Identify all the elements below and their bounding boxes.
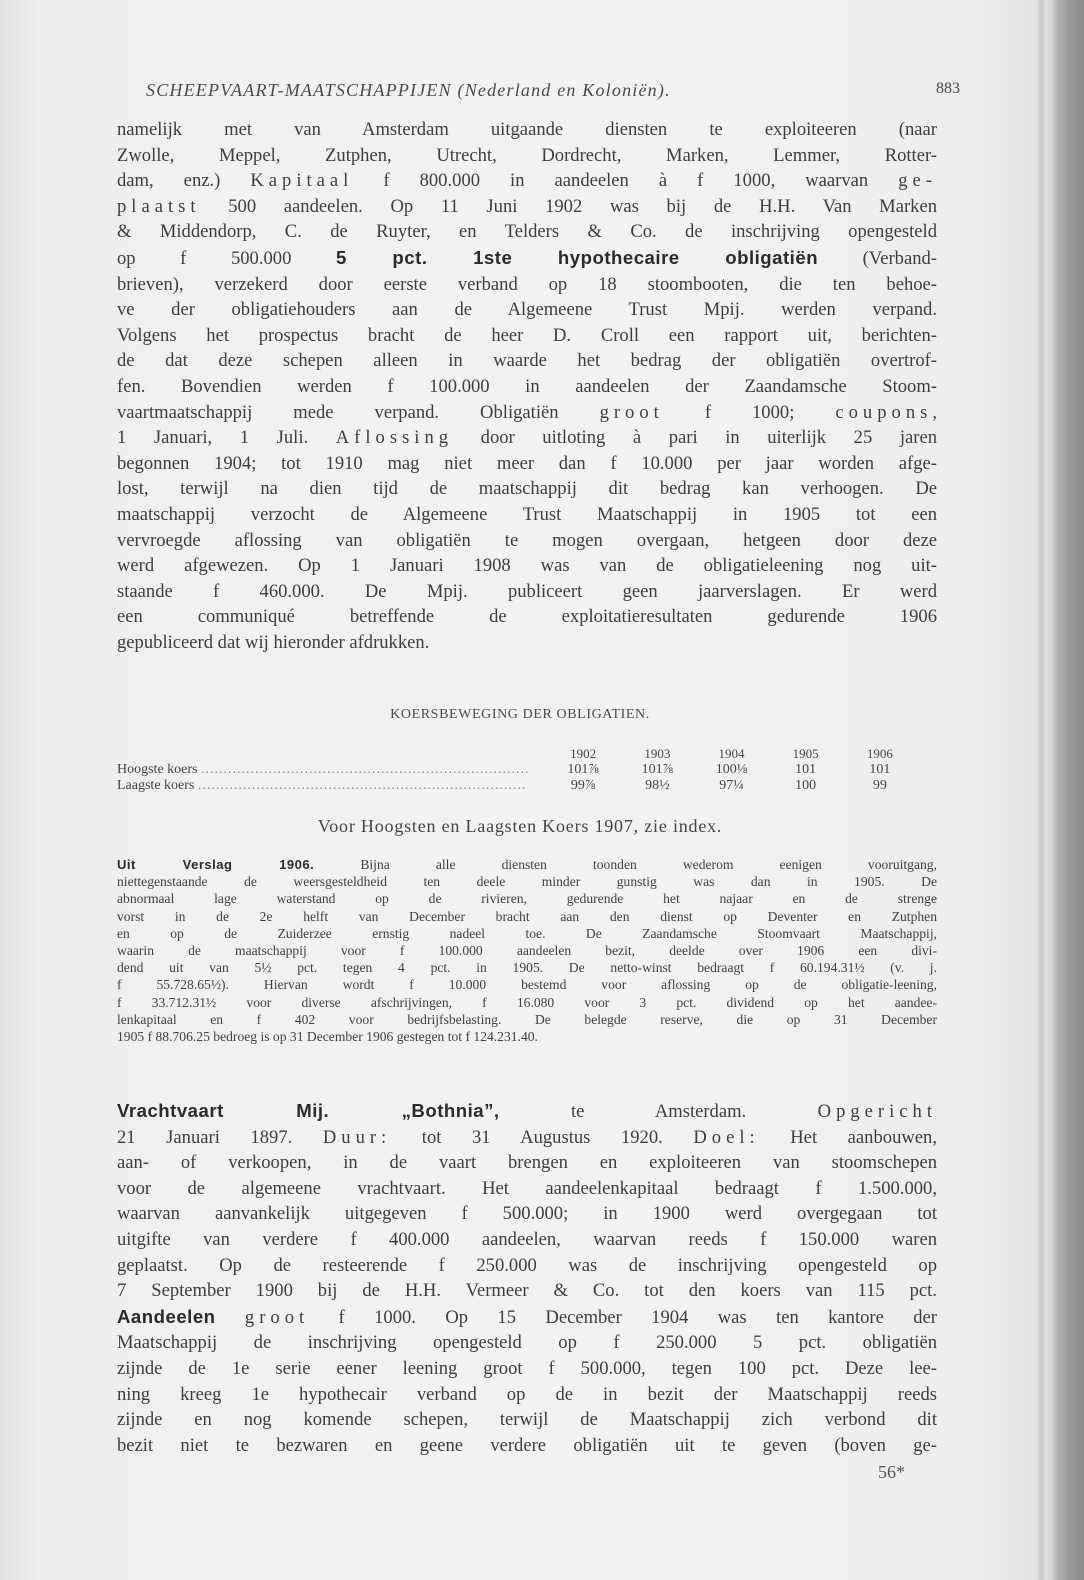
table-cell: 99⅞ <box>570 778 596 793</box>
spaced-keyword: plaatst <box>117 195 201 217</box>
text-line <box>117 425 937 451</box>
paragraph-bothnia <box>117 1098 937 1458</box>
text-line <box>117 323 937 349</box>
spaced-keyword: Duur: <box>322 1126 392 1148</box>
text-run: ve der obligatiehouders aan de Algemeene Trust Mpij. werden verpand. <box>117 299 937 321</box>
text-line <box>117 1150 937 1176</box>
table-cell: 101 <box>795 762 817 777</box>
text-line <box>117 1433 937 1459</box>
text-line <box>117 451 937 477</box>
text-run: begonnen 1904; tot 1910 mag niet meer dan f 10.000 per jaar worden afge- <box>117 452 937 474</box>
spaced-keyword: Aflossing <box>335 427 454 449</box>
text-run: staande f 460.000. De Mpij. publiceert geen jaarverslagen. Er werd <box>117 580 937 602</box>
text-run: 1 Januari, 1 Juli. <box>117 427 336 449</box>
page-number: 883 <box>936 80 960 97</box>
bold-heading: 5 pct. 1ste hypothecaire obligatiën <box>335 246 819 268</box>
text-run: een communiqué betreffende de exploitatieresultaten gedurende 1906 <box>117 606 937 628</box>
text-run: & Middendorp, C. de Ruyter, en Telders & Co. de inschrijving opengesteld <box>117 221 937 243</box>
text-run: (Verband- <box>818 247 937 269</box>
table-header-row <box>117 746 917 762</box>
text-run: zijnde de 1e serie eener leening groot f 500.000, tegen 100 pct. Deze lee- <box>117 1357 937 1379</box>
text-line <box>117 297 937 323</box>
signature-mark: 56* <box>878 1462 905 1482</box>
text-line <box>117 374 937 400</box>
text-line <box>117 925 937 942</box>
text-run: dam, enz.) <box>117 170 251 192</box>
spaced-keyword: Opgericht <box>817 1101 937 1122</box>
text-line <box>117 908 937 925</box>
text-run: gepubliceerd dat wij hieronder afdrukken. <box>117 631 430 653</box>
text-line <box>117 348 937 374</box>
text-run: maatschappij verzocht de Algemeene Trust Maatschappij in 1905 tot een <box>117 503 937 525</box>
text-run: dend uit van 5½ pct. tegen 4 pct. in 1905. De netto-winst bedraagt f 60.194.31½ (v. j. <box>117 960 937 976</box>
text-line <box>117 994 937 1011</box>
text-line <box>117 143 937 169</box>
text-line <box>117 1330 937 1356</box>
text-run: 1905 f 88.706.25 bedroeg is op 31 December 1906 gestegen tot f 124.231.40. <box>117 1029 538 1045</box>
book-binding-edge <box>1038 0 1084 1580</box>
text-line <box>117 1125 937 1151</box>
table-row-hoogste <box>117 762 917 778</box>
text-run: waarvan aanvankelijk uitgegeven f 500.000; in 1900 werd overgegaan tot <box>117 1203 937 1225</box>
text-run: ning kreeg 1e hypothecair verband op de in bezit der Maatschappij reeds <box>117 1383 937 1405</box>
table-cell: 97¼ <box>719 778 744 793</box>
text-line <box>117 959 937 976</box>
text-run: de dat deze schepen alleen in waarde het bedrag der obligatiën overtrof- <box>117 350 937 372</box>
text-run: f 800.000 in aandeelen à f 1000, waarvan <box>353 170 899 192</box>
leader-dots: ......................................................................... <box>197 778 527 793</box>
text-line <box>117 890 937 907</box>
text-run: 500 aandeelen. Op 11 Juni 1902 was bij de H.H. Van Marken <box>200 195 937 217</box>
spaced-keyword: ge- <box>898 170 937 192</box>
text-line <box>117 1227 937 1253</box>
year-header: 1905 <box>792 746 819 761</box>
text-line <box>117 245 937 272</box>
text-line <box>117 1201 937 1227</box>
text-run: door uitloting à pari in uiterlijk 25 jaren <box>453 427 937 449</box>
text-run: geplaatst. Op de resteerende f 250.000 was de inschrijving opengesteld op <box>117 1254 937 1276</box>
table-cell: 100 <box>795 778 817 793</box>
text-line <box>117 579 937 605</box>
text-line <box>117 272 937 298</box>
text-run: waarin de maatschappij voor f 100.000 aandeelen bezit, deelde over 1906 een divi- <box>117 943 937 959</box>
text-run: aan- of verkoopen, in de vaart brengen en exploiteeren van stoomschepen <box>117 1152 937 1174</box>
text-line <box>117 1382 937 1408</box>
year-header: 1902 <box>570 746 597 761</box>
table-cell: 100⅛ <box>715 762 748 777</box>
text-line <box>117 194 937 220</box>
text-run: op f 500.000 <box>117 247 336 269</box>
text-run: Het aanbouwen, <box>759 1126 937 1148</box>
bold-heading: Aandeelen <box>117 1305 216 1327</box>
text-run <box>216 1307 245 1328</box>
text-line <box>117 1028 937 1045</box>
bold-heading: Uit Verslag 1906. <box>117 857 315 872</box>
text-run: fen. Bovendien werden f 100.000 in aandeelen der Zaandamsche Stoom- <box>117 375 937 397</box>
text-run: vervroegde aflossing van obligatiën te mogen overgaan, hetgeen door deze <box>117 529 937 551</box>
text-line <box>117 1176 937 1202</box>
text-run: Maatschappij de inschrijving opengesteld op f 250.000 5 pct. obligatiën <box>117 1332 937 1354</box>
text-line <box>117 630 937 656</box>
verslag-1906-paragraph <box>117 856 937 1045</box>
text-run: namelijk met van Amsterdam uitgaande diensten te exploiteeren (naar <box>117 119 937 140</box>
text-line <box>117 400 937 426</box>
text-run: vaartmaatschappij mede verpand. Obligatiën <box>117 401 600 423</box>
text-run: 7 September 1900 bij de H.H. Vermeer & Co. tot den koers van 115 pct. <box>117 1280 937 1302</box>
spaced-keyword: groot <box>244 1306 310 1328</box>
table-cell: 98½ <box>645 778 670 793</box>
text-run: Zwolle, Meppel, Zutphen, Utrecht, Dordrecht, Marken, Lemmer, Rotter- <box>117 144 937 166</box>
row-label: Laagste koers <box>117 778 195 793</box>
text-run: tot 31 Augustus 1920. <box>391 1126 694 1148</box>
text-run: brieven), verzekerd door eerste verband op 18 stoombooten, die ten behoe- <box>117 273 937 295</box>
text-run: bezit niet te bezwaren en geene verdere obligatiën uit te geven (boven ge- <box>117 1434 937 1456</box>
leader-dots: ......................................................................... <box>201 762 530 777</box>
text-run: Bijna alle diensten toonden wederom eenigen vooruitgang, <box>314 857 937 872</box>
text-run: f 1000. Op 15 December 1904 was ten kantore der <box>309 1306 937 1328</box>
text-run: , <box>932 401 938 423</box>
spaced-keyword: coupons <box>835 401 933 423</box>
text-line <box>117 1011 937 1028</box>
spaced-keyword: Kapitaal <box>250 170 354 192</box>
text-line <box>117 976 937 993</box>
text-line <box>117 553 937 579</box>
text-line <box>117 502 937 528</box>
text-line <box>117 168 937 194</box>
text-line <box>117 1278 937 1304</box>
row-label: Hoogste koers <box>117 762 198 777</box>
text-line <box>117 1356 937 1382</box>
text-line <box>117 873 937 890</box>
text-line <box>117 476 937 502</box>
text-run: werd afgewezen. Op 1 Januari 1908 was van de obligatieleening nog uit- <box>117 555 937 577</box>
text-line <box>117 1304 937 1331</box>
text-line <box>117 604 937 630</box>
text-line <box>117 1098 937 1125</box>
text-run: vorst in de 2e helft van December bracht aan den dienst op Deventer en Zutphen <box>117 908 937 924</box>
spaced-keyword: groot <box>599 401 664 423</box>
year-header: 1906 <box>866 746 893 761</box>
text-run: en op de Zuiderzee ernstig nadeel toe. De Zaandamsche Stoomvaart Maatschappij, <box>117 925 937 941</box>
text-line <box>117 1253 937 1279</box>
text-run: voor de algemeene vrachtvaart. Het aandeelenkapitaal bedraagt f 1.500.000, <box>117 1177 937 1199</box>
text-run: 21 Januari 1897. <box>117 1126 323 1148</box>
text-line <box>117 117 937 143</box>
text-run: abnormaal lage waterstand op de rivieren, gedurende het najaar en de strenge <box>117 891 937 907</box>
text-run: zijnde en nog komende schepen, terwijl de Maatschappij zich verbond dit <box>117 1409 937 1431</box>
text-line <box>117 1407 937 1433</box>
text-line <box>117 528 937 554</box>
bold-heading: Vrachtvaart Mij. „Bothnia”, <box>117 1100 500 1121</box>
table-cell: 101⅞ <box>567 762 599 777</box>
table-cell: 101 <box>869 762 891 777</box>
table-cell: 101⅞ <box>641 762 674 777</box>
text-run: lenkapitaal en f 402 voor bedrijfsbelasting. De belegde reserve, die op 31 December <box>117 1011 937 1027</box>
spaced-keyword: Doel: <box>693 1126 760 1148</box>
text-line <box>117 219 937 245</box>
koers-table <box>117 746 917 794</box>
text-run: uitgifte van verdere f 400.000 aandeelen, waarvan reeds f 150.000 waren <box>117 1228 937 1250</box>
text-run: niettegenstaande de weersgesteldheid ten deele minder gunstig was dan in 1905. De <box>117 874 937 890</box>
text-run: lost, terwijl na dien tijd de maatschappij dit bedrag kan verhoogen. De <box>117 478 937 500</box>
running-head <box>146 80 960 101</box>
text-run: f 33.712.31½ voor diverse afschrijvingen, f 16.080 voor 3 pct. dividend op het aandee- <box>117 994 937 1010</box>
text-run: f 1000; <box>663 401 836 423</box>
running-head-title: SCHEEPVAART-MAATSCHAPPIJEN (Nederland en Koloniën). <box>146 80 671 100</box>
koers-note: Voor Hoogsten en Laagsten Koers 1907, zie index. <box>317 816 723 836</box>
table-cell: 99 <box>872 778 887 793</box>
text-run: f 55.728.65½). Hiervan wordt f 10.000 bestemd voor aflossing op de obligatie-leening, <box>117 977 937 993</box>
year-header: 1903 <box>644 746 671 761</box>
table-title: KOERSBEWEGING DER OBLIGATIEN. <box>390 707 650 722</box>
text-run: te Amsterdam. <box>499 1101 818 1122</box>
paragraph-zaandamsche-obligaties <box>117 117 937 655</box>
year-header: 1904 <box>718 746 745 761</box>
table-row-laagste <box>117 778 917 794</box>
text-line <box>117 856 937 873</box>
text-line <box>117 942 937 959</box>
text-run: Volgens het prospectus bracht de heer D. Croll een rapport uit, berichten- <box>117 324 937 346</box>
